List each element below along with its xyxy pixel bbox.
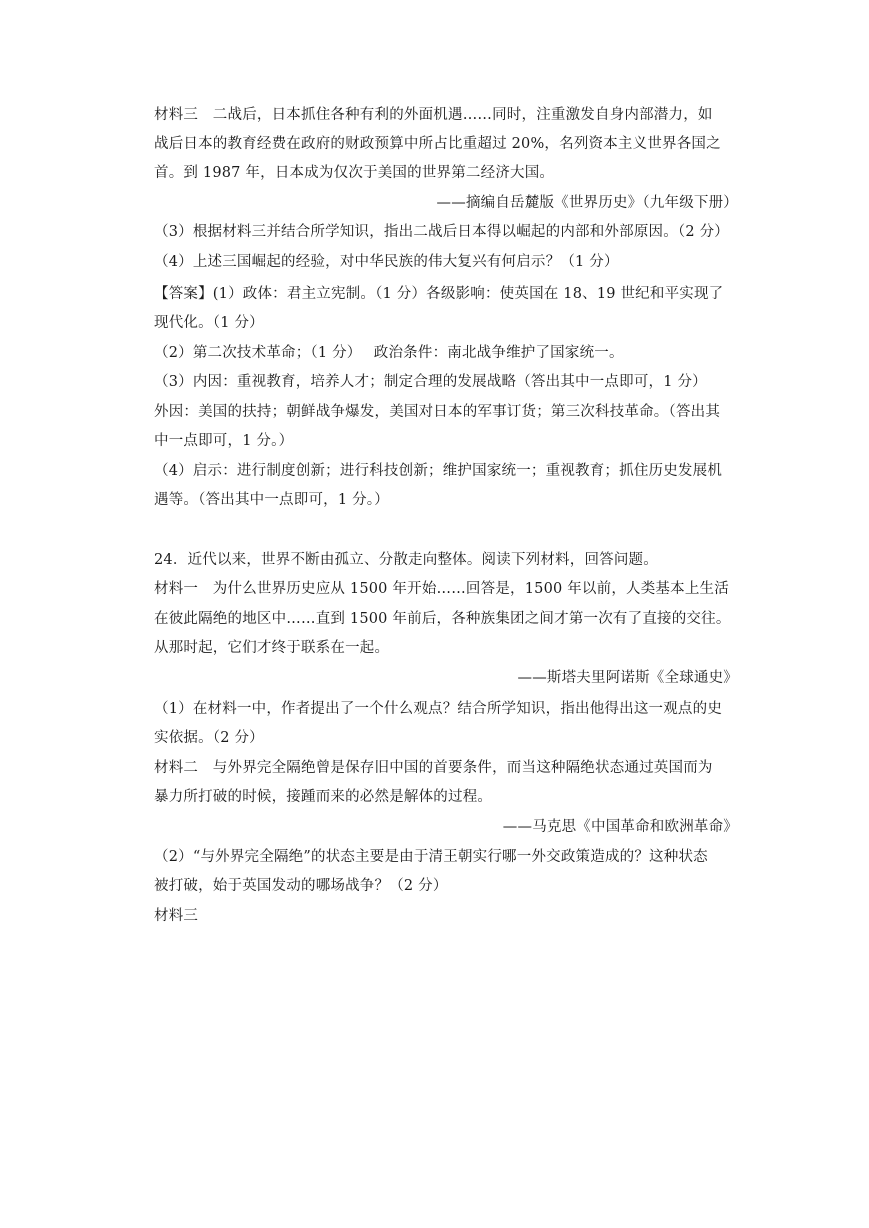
- material1-source: ——斯塔夫里阿诺斯《全球通史》: [517, 670, 738, 686]
- q24-question-2-line-2: 被打破，始于英国发动的哪场战争？（2 分）: [154, 878, 448, 894]
- material1-line-1: 材料一 为什么世界历史应从 1500 年开始……回答是，1500 年以前，人类基本上生活: [154, 581, 729, 597]
- material3-line-3: 首。到 1987 年，日本成为仅次于美国的世界第二经济大国。: [154, 165, 555, 181]
- material3-source: ——摘编自岳麓版《世界历史》（九年级下册）: [436, 195, 738, 211]
- material3-line-1: 材料三 二战后，日本抓住各种有利的外面机遇……同时，注重激发自身内部潜力，如: [154, 107, 713, 123]
- material2-line-2: 暴力所打破的时候，接踵而来的必然是解体的过程。: [154, 789, 493, 805]
- answer-line-2: 现代化。（1 分）: [154, 315, 264, 331]
- material3-line-2: 战后日本的教育经费在政府的财政预算中所占比重超过 20%，名列资本主义世界各国之: [154, 136, 721, 152]
- answer-line-8: 遇等。（答出其中一点即可，1 分。）: [154, 492, 389, 508]
- question-24-intro: 24．近代以来，世界不断由孤立、分散走向整体。阅读下列材料，回答问题。: [154, 552, 658, 568]
- material1-line-3: 从那时起，它们才终于联系在一起。: [154, 640, 390, 656]
- answer-line-1: 【答案】(1）政体：君主立宪制。（1 分）各级影响：使英国在 18、19 世纪和平实现了: [154, 286, 724, 302]
- q24-question-2-line-1: （2）“与外界完全隔绝”的状态主要是由于清王朝实行哪一外交政策造成的？这种状态: [154, 849, 708, 865]
- answer-line-7: （4）启示：进行制度创新；进行科技创新；维护国家统一；重视教育；抓住历史发展机: [154, 463, 723, 479]
- material3-label: 材料三: [154, 908, 199, 924]
- answer-line-3: （2）第二次技术革命；（1 分） 政治条件：南北战争维护了国家统一。: [154, 345, 624, 361]
- q24-question-1-line-1: （1）在材料一中，作者提出了一个什么观点？结合所学知识，指出他得出这一观点的史: [154, 701, 723, 717]
- question-4: （4）上述三国崛起的经验，对中华民族的伟大复兴有何启示？（1 分）: [154, 254, 619, 270]
- material1-line-2: 在彼此隔绝的地区中……直到 1500 年前后，各种族集团之间才第一次有了直接的交往。: [154, 611, 731, 627]
- q24-question-1-line-2: 实依据。（2 分）: [154, 730, 264, 746]
- material2-line-1: 材料二 与外界完全隔绝曾是保存旧中国的首要条件，而当这种隔绝状态通过英国而为: [154, 760, 713, 776]
- material2-source: ——马克思《中国革命和欧洲革命》: [502, 819, 738, 835]
- question-3: （3）根据材料三并结合所学知识，指出二战后日本得以崛起的内部和外部原因。（2 分）: [154, 224, 730, 240]
- answer-line-5: 外因：美国的扶持；朝鲜战争爆发，美国对日本的军事订货；第三次科技革命。（答出其: [154, 404, 721, 420]
- answer-line-4: （3）内因：重视教育，培养人才；制定合理的发展战略（答出其中一点即可，1 分）: [154, 374, 707, 390]
- answer-line-6: 中一点即可，1 分。）: [154, 433, 294, 449]
